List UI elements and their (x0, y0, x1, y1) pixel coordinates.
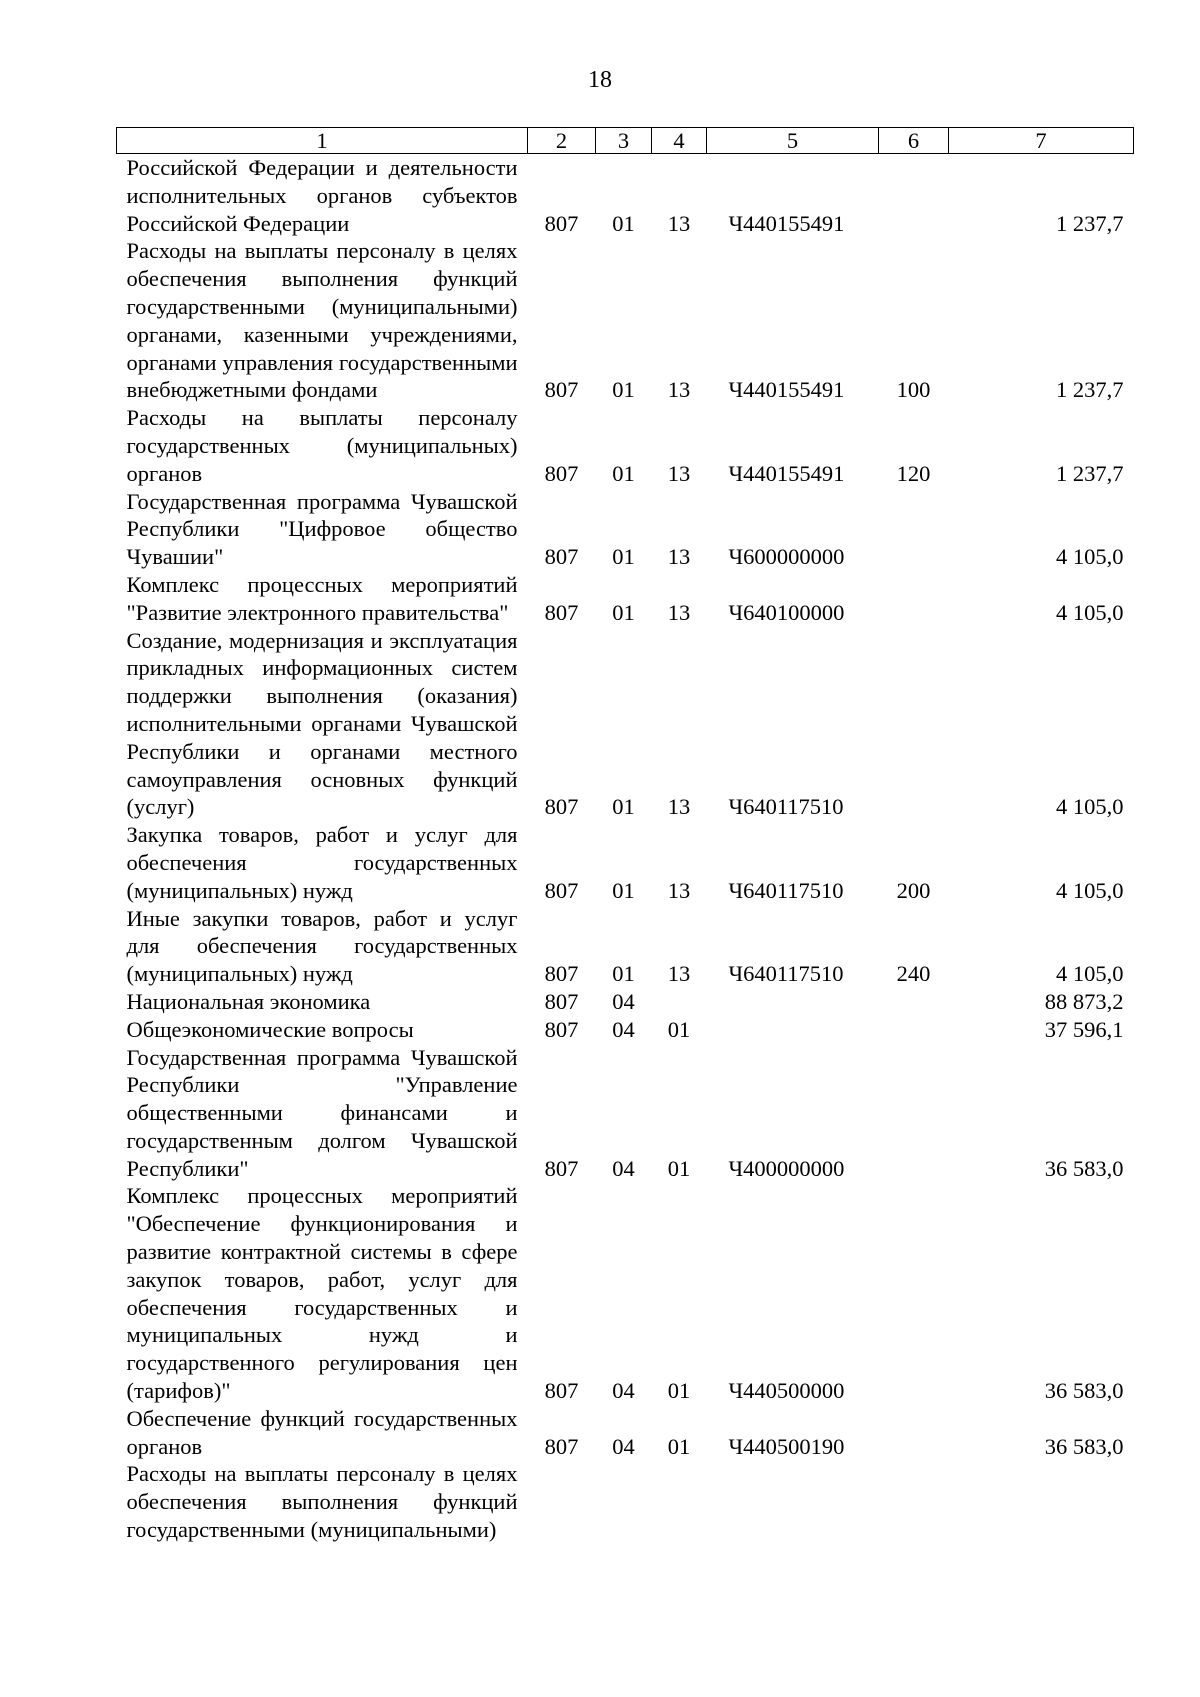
row-section-code: 01 (612, 460, 635, 486)
row-target-article: Ч640117510 (728, 877, 844, 903)
row-description: Общеэкономические вопросы (126, 1016, 414, 1042)
row-admin-code: 807 (544, 877, 579, 903)
row-section-code: 04 (612, 1016, 635, 1042)
row-target-article (707, 1016, 879, 1044)
column-header-4: 4 (652, 128, 707, 154)
table-row (117, 404, 1134, 487)
row-admin-code: 807 (544, 460, 579, 486)
table-row (117, 1182, 1134, 1404)
row-expense-type: 240 (896, 961, 931, 987)
column-header-2: 2 (528, 128, 596, 154)
row-subsection-code: 13 (667, 210, 691, 236)
row-expense-type (879, 1044, 949, 1183)
row-description: Создание, модернизация и эксплуатация прикладных информационных систем поддержки выполнения (оказания) исполнительными органами Чувашской Республики и органами местного самоуправления основных функций (услуг) (126, 627, 518, 820)
row-amount: 4 105,0 (1056, 961, 1124, 987)
row-amount: 4 105,0 (1056, 794, 1124, 820)
row-section-code: 04 (612, 1378, 635, 1404)
row-description: Государственная программа Чувашской Республики "Управление общественными финансами и государственным долгом Чувашской Республики" (126, 1044, 518, 1181)
row-expense-type (879, 488, 949, 571)
table-row (117, 154, 1134, 238)
table-row (117, 627, 1134, 822)
row-subsection-code: 13 (667, 877, 691, 903)
row-section-code: 04 (612, 1155, 635, 1181)
row-admin-code: 807 (544, 794, 579, 820)
budget-table (116, 127, 1134, 1544)
row-section-code: 04 (612, 1433, 635, 1459)
row-section-code: 04 (612, 988, 635, 1014)
column-header-5: 5 (707, 128, 879, 154)
row-amount: 4 105,0 (1056, 877, 1124, 903)
row-expense-type (879, 1405, 949, 1461)
row-expense-type (879, 1182, 949, 1404)
row-description: Расходы на выплаты персоналу в целях обеспечения выполнения функций государственными (муниципальными) (126, 1461, 518, 1543)
row-admin-code (528, 1460, 596, 1543)
row-expense-type: 120 (896, 460, 931, 486)
row-expense-type (879, 1460, 949, 1543)
row-admin-code: 807 (544, 988, 579, 1014)
row-target-article: Ч440155491 (728, 210, 845, 236)
column-header-7: 7 (949, 128, 1134, 154)
row-expense-type (879, 1016, 949, 1044)
row-expense-type (879, 571, 949, 627)
row-expense-type (879, 988, 949, 1016)
row-admin-code: 807 (544, 544, 579, 570)
row-subsection-code (652, 1460, 707, 1543)
table-row (117, 1405, 1134, 1461)
table-row (117, 1044, 1134, 1183)
row-target-article: Ч440500190 (728, 1433, 845, 1459)
table-row (117, 1460, 1134, 1543)
row-amount: 1 237,7 (1056, 377, 1124, 403)
table-row (117, 988, 1134, 1016)
row-admin-code: 807 (544, 1016, 579, 1042)
row-admin-code: 807 (544, 377, 579, 403)
row-subsection-code: 13 (667, 794, 691, 820)
row-admin-code: 807 (544, 1155, 579, 1181)
column-number-header-row (117, 128, 1134, 154)
column-header-1: 1 (117, 128, 528, 154)
row-amount: 88 873,2 (1044, 988, 1124, 1014)
table-row (117, 821, 1134, 904)
row-subsection-code: 13 (667, 599, 691, 625)
row-amount: 1 237,7 (1056, 460, 1124, 486)
row-amount: 1 237,7 (1056, 210, 1124, 236)
row-admin-code: 807 (544, 1378, 579, 1404)
column-header-3: 3 (596, 128, 652, 154)
page-number: 18 (588, 67, 612, 93)
row-subsection-code: 13 (667, 460, 691, 486)
row-section-code: 01 (612, 210, 635, 236)
row-section-code (596, 1460, 652, 1543)
row-expense-type: 100 (896, 377, 931, 403)
row-amount: 37 596,1 (1044, 1016, 1124, 1042)
row-description: Иные закупки товаров, работ и услуг для обеспечения государственных (муниципальных) нужд (126, 905, 518, 987)
row-section-code: 01 (612, 377, 635, 403)
table-row (117, 1016, 1134, 1044)
row-target-article: Ч600000000 (728, 544, 845, 570)
row-section-code: 01 (612, 794, 635, 820)
row-expense-type (879, 154, 949, 238)
row-expense-type: 200 (896, 877, 931, 903)
row-subsection-code (652, 988, 707, 1016)
row-target-article: Ч440500000 (728, 1378, 845, 1404)
row-description: Расходы на выплаты персоналу в целях обеспечения выполнения функций государственными (муниципальными) органами, казенными учреждениями, органами управления государственными внебюджетными фондами (126, 238, 518, 403)
row-description: Закупка товаров, работ и услуг для обеспечения государственных (муниципальных) нужд (126, 822, 518, 903)
row-description: Расходы на выплаты персоналу государственных (муниципальных) органов (126, 405, 518, 486)
row-subsection-code: 13 (667, 377, 691, 403)
table-row (117, 237, 1134, 404)
row-subsection-code: 13 (667, 544, 691, 570)
row-description: Комплекс процессных мероприятий "Развитие электронного правительства" (126, 571, 518, 625)
table-row (117, 905, 1134, 988)
table-body (117, 154, 1134, 1544)
table-row (117, 571, 1134, 627)
row-target-article: Ч400000000 (728, 1155, 845, 1181)
column-header-6: 6 (879, 128, 949, 154)
row-admin-code: 807 (544, 961, 579, 987)
row-admin-code: 807 (544, 1433, 579, 1459)
row-target-article (707, 1460, 879, 1543)
row-amount: 36 583,0 (1044, 1155, 1124, 1181)
row-subsection-code: 01 (667, 1016, 691, 1042)
row-amount: 4 105,0 (1056, 599, 1124, 625)
row-target-article: Ч640100000 (728, 599, 845, 625)
row-description: Российской Федерации и деятельности исполнительных органов субъектов Российской Федерации (126, 155, 518, 236)
row-amount (949, 1460, 1134, 1543)
row-subsection-code: 01 (667, 1155, 691, 1181)
row-amount: 4 105,0 (1056, 544, 1124, 570)
row-amount: 36 583,0 (1044, 1433, 1124, 1459)
row-description: Государственная программа Чувашской Республики "Цифровое общество Чувашии" (126, 488, 518, 570)
row-section-code: 01 (612, 599, 635, 625)
row-subsection-code: 01 (667, 1433, 691, 1459)
row-target-article: Ч640117510 (728, 794, 844, 820)
row-section-code: 01 (612, 544, 635, 570)
row-target-article (707, 988, 879, 1016)
row-admin-code: 807 (544, 210, 579, 236)
row-description: Комплекс процессных мероприятий "Обеспечение функционирования и развитие контрактной системы в сфере закупок товаров, работ, услуг для обеспечения государственных и муниципальных нужд и государственного регулирования цен (тарифов)" (126, 1183, 518, 1404)
row-target-article: Ч440155491 (728, 460, 845, 486)
row-subsection-code: 01 (667, 1378, 691, 1404)
row-description: Обеспечение функций государственных органов (126, 1405, 518, 1459)
row-target-article: Ч640117510 (728, 961, 844, 987)
row-description: Национальная экономика (126, 988, 371, 1014)
row-target-article: Ч440155491 (728, 377, 845, 403)
table-row (117, 488, 1134, 571)
row-section-code: 01 (612, 877, 635, 903)
row-expense-type (879, 627, 949, 822)
row-amount: 36 583,0 (1044, 1378, 1124, 1404)
row-section-code: 01 (612, 961, 635, 987)
row-admin-code: 807 (544, 599, 579, 625)
row-subsection-code: 13 (667, 961, 691, 987)
